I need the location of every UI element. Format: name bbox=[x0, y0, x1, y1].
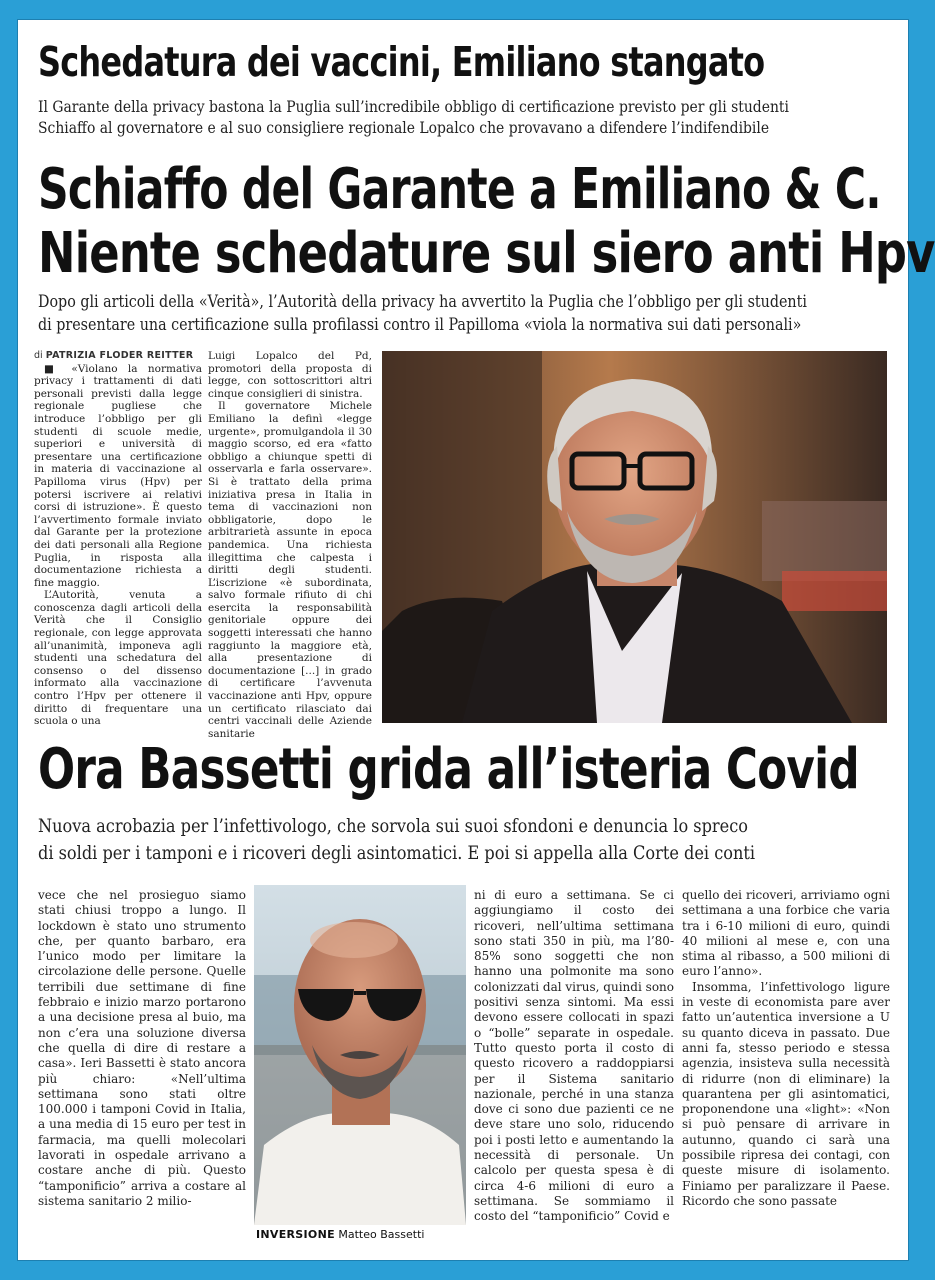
photo-caption bbox=[256, 1228, 466, 1241]
byline bbox=[34, 350, 202, 363]
article2-column3 bbox=[474, 888, 674, 1240]
article1-column2 bbox=[208, 350, 372, 740]
article1-paragraph: ■ «Violano la normativa privacy i trattamenti di dati personali previsti dalla legge regionale pugliese che introduce l’obbligo per gli studenti di scuole medie, superiori e università di presentare una certificazione in materia di vaccinazione al Papilloma virus (Hpv) per potersi iscrivere ai relativi corsi di istruzione». È questo l’avvertimento formale inviato dal Garante per la protezione dei dati personali alla Regione Puglia, in risposta alla documentazione richiesta a fine maggio. bbox=[34, 362, 202, 589]
byline-author: PATRIZIA FLODER REITTER bbox=[45, 350, 194, 361]
headline-bassetti: Ora Bassetti grida all’isteria Covid bbox=[38, 737, 859, 802]
subheadline-top-line1: Il Garante della privacy bastona la Puglia sull’incredibile obbligo di certificazione previsto per gli studenti bbox=[38, 97, 789, 116]
article2-paragraph: vece che nel prosieguo siamo stati chiusi troppo a lungo. Il lockdown è stato uno strumento che, per quanto barbaro, era l’unico modo per limitare la circolazione delle persone. Quelle terribili due settimane di fine febbraio e inizio marzo portarono a una decisione presa al buio, ma non c’era una soluzione diversa che quella di dire di restare a casa». Ieri Bassetti è stato ancora più chiaro: «Nell’ultima settimana sono stati oltre 100.000 i tamponi Covid in Italia, a una media di 15 euro per test in farmacia, ma quelli molecolari lavorati in ospedale arrivano a costare anche di più. Questo “tamponificio” arriva a costare al sistema sanitario 2 milio- bbox=[38, 888, 246, 1208]
headline-main-line2: Niente schedature sul siero anti Hpv bbox=[38, 221, 935, 286]
article2-column1 bbox=[38, 888, 246, 1240]
headline-top: Schedatura dei vaccini, Emiliano stangato bbox=[38, 38, 765, 86]
subheadline-bassetti-line1: Nuova acrobazia per l’infettivologo, che sorvola sui suoi sfondoni e denuncia lo spreco bbox=[38, 815, 748, 837]
article2-paragraph: quello dei ricoveri, arriviamo ogni settimana a una forbice che varia tra i 6-10 milioni di euro, quindi 40 milioni al mese e, con una stima al ribasso, a 500 milioni di euro l’anno». bbox=[682, 888, 890, 979]
emiliano-portrait-icon bbox=[382, 351, 887, 723]
bassetti-portrait-icon bbox=[254, 885, 466, 1225]
article1-paragraph: Luigi Lopalco del Pd, promotori della proposta di legge, con sottoscrittori altri cinque consiglieri di sinistra. bbox=[208, 350, 372, 400]
article2-column4 bbox=[682, 888, 890, 1240]
article2-paragraph: Insomma, l’infettivologo ligure in veste di economista pare aver fatto un’autentica inversione a U su quanto diceva in passato. Due anni fa, stesso periodo e stessa agenzia, insisteva sulla necessità di ridurre (non di eliminare) la quarantena per gli asintomatici, proponendone una «light»: «Non si può pensare di arrivare in autunno, quando ci sarà una possibile ripresa dei contagi, con queste misure di isolamento. Finiamo per paralizzare il Paese. Ricordo che sono passate bbox=[682, 979, 890, 1208]
byline-prefix: di bbox=[34, 350, 43, 361]
article1-paragraph: L’Autorità, venuta a conoscenza dagli articoli della Verità che il Consiglio regionale, con legge approvata all’unanimità, imponeva agli studenti una schedatura del consenso o del dissenso informato alla vaccinazione contro l’Hpv per ottenere il diritto di frequentare una scuola o una bbox=[34, 589, 202, 728]
subheadline-bassetti-line2: di soldi per i tamponi e i ricoveri degli asintomatici. E poi si appella alla Corte dei conti bbox=[38, 842, 756, 864]
bassetti-photo bbox=[254, 885, 466, 1225]
subheadline-top-line2: Schiaffo al governatore e al suo consigliere regionale Lopalco che provavano a difendere l’indifendibile bbox=[38, 118, 770, 137]
caption-label: INVERSIONE bbox=[256, 1228, 335, 1241]
caption-name: Matteo Bassetti bbox=[338, 1228, 425, 1241]
subheadline-main-line2: di presentare una certificazione sulla profilassi contro il Papilloma «viola la normativa sui dati personali» bbox=[38, 315, 802, 335]
subheadline-main-line1: Dopo gli articoli della «Verità», l’Autorità della privacy ha avvertito la Puglia che l’obbligo per gli studenti bbox=[38, 292, 807, 312]
article1-paragraph: Il governatore Michele Emiliano la definì «legge urgente», promulgandola il 30 maggio scorso, ed era «fatto obbligo a chiunque spetti di osservarla e farla osservare». Si è trattato della prima iniziativa presa in Italia in tema di vaccinazioni non obbligatorie, dopo le arbitrarietà assunte in epoca pandemica. Una richiesta illegittima che calpesta i diritti degli studenti. L’iscrizione «è subordinata, salvo formale rifiuto di chi esercita la responsabilità genitoriale oppure dei soggetti interessati che hanno raggiunto la maggiore età, alla presentazione di documentazione [...] in grado di certificare l’avvenuta vaccinazione anti Hpv, oppure un certificato rilasciato dai centri vaccinali delle Aziende sanitarie bbox=[208, 400, 372, 740]
article2-paragraph: ni di euro a settimana. Se ci aggiungiamo il costo dei ricoveri, nell’ultima settimana sono stati 350 in più, ma l’80-85% sono soggetti che non hanno una polmonite ma sono colonizzati dal virus, quindi sono positivi senza sintomi. Ma essi devono essere collocati in spazi o “bolle” separate in ospedale. Tutto questo porta il costo di questo ricovero a raddoppiarsi per il Sistema sanitario nazionale, perché in una stanza dove ci sono due pazienti ce ne deve stare uno solo, riducendo poi i posti letto e aumentando la necessità di personale. Un calcolo per questa spesa è di circa 4-6 milioni di euro a settimana. Se sommiamo il costo del “tamponificio” Covid e bbox=[474, 888, 674, 1224]
newspaper-page bbox=[18, 20, 935, 1260]
emiliano-photo bbox=[382, 351, 887, 723]
article1-column1 bbox=[34, 350, 202, 728]
headline-main-line1: Schiaffo del Garante a Emiliano & C. bbox=[38, 157, 881, 222]
